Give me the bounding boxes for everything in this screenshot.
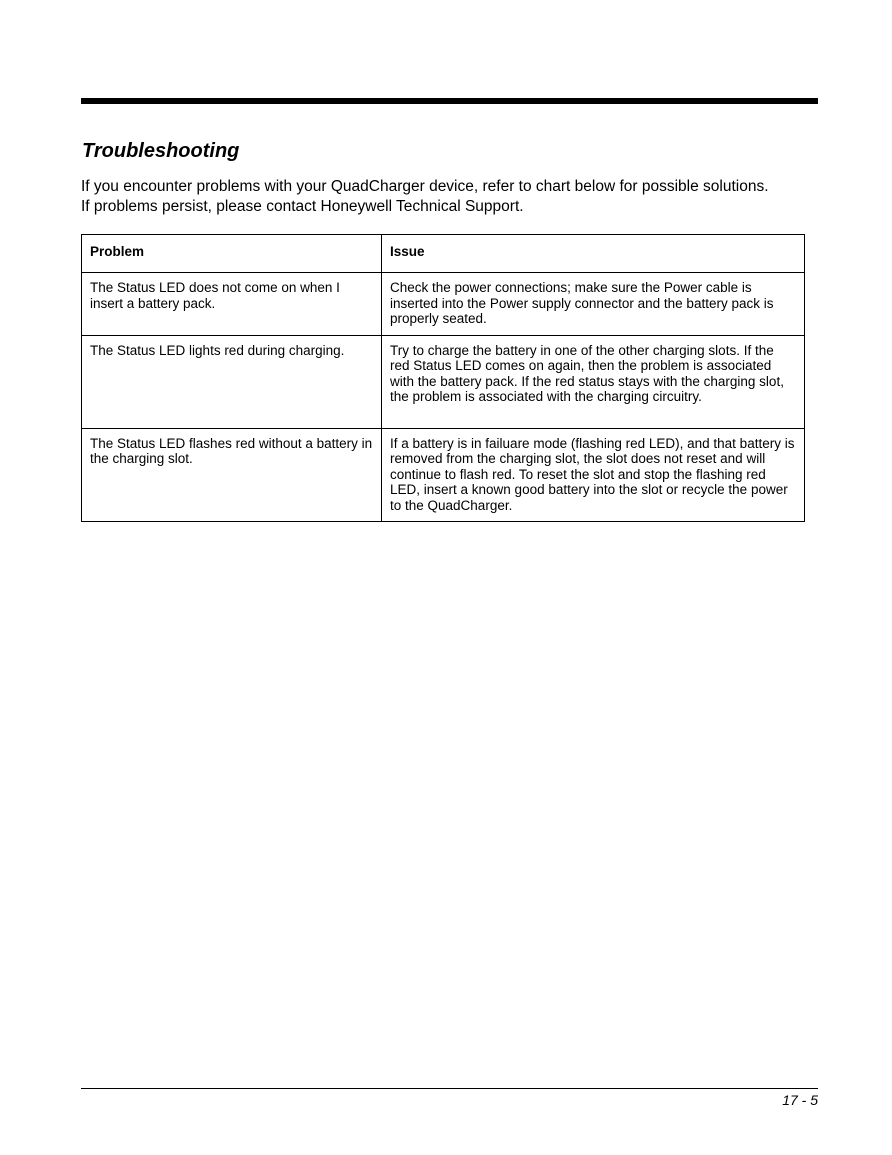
problem-cell: The Status LED lights red during charging. bbox=[82, 335, 382, 428]
footer-rule bbox=[81, 1088, 818, 1089]
intro-paragraph bbox=[81, 177, 811, 217]
header-rule bbox=[81, 98, 818, 104]
issue-cell: Check the power connections; make sure the Power cable is inserted into the Power supply connector and the battery pack is properly seated. bbox=[382, 273, 805, 336]
page-number: 17 - 5 bbox=[782, 1092, 818, 1108]
issue-cell: Try to charge the battery in one of the other charging slots. If the red Status LED comes on again, then the problem is associated with the battery pack. If the red status stays with the charging slot, the problem is associated with the charging circuitry. bbox=[382, 335, 805, 428]
table-row bbox=[82, 273, 805, 336]
table-header-row bbox=[82, 235, 805, 273]
issue-cell: If a battery is in failuare mode (flashing red LED), and that battery is removed from the charging slot, the slot does not reset and will continue to flash red. To reset the slot and stop the flashing red LED, insert a known good battery into the slot or recycle the power to the QuadCharger. bbox=[382, 428, 805, 522]
section-title: Troubleshooting bbox=[82, 140, 240, 162]
problem-cell: The Status LED flashes red without a battery in the charging slot. bbox=[82, 428, 382, 522]
troubleshooting-table bbox=[81, 234, 805, 522]
table-row bbox=[82, 428, 805, 522]
column-header-problem: Problem bbox=[82, 235, 382, 273]
intro-line-1: If you encounter problems with your QuadCharger device, refer to chart below for possible solutions. bbox=[81, 178, 769, 195]
intro-line-2: If problems persist, please contact Honeywell Technical Support. bbox=[81, 198, 524, 215]
table-row bbox=[82, 335, 805, 428]
column-header-issue: Issue bbox=[382, 235, 805, 273]
problem-cell: The Status LED does not come on when I insert a battery pack. bbox=[82, 273, 382, 336]
